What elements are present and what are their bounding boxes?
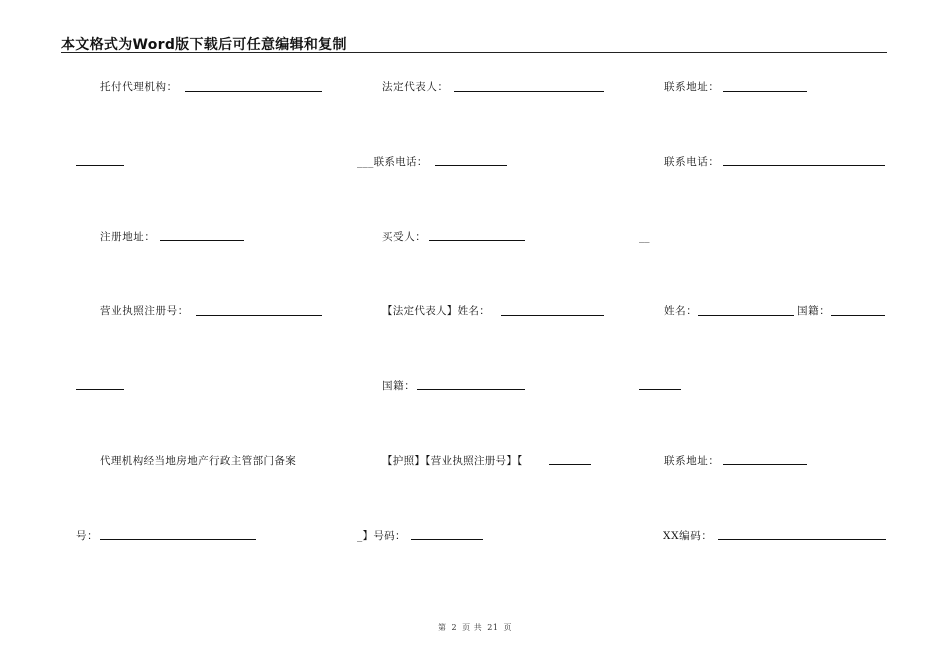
page-mid: 页 共 (462, 623, 483, 632)
legal-rep-blank[interactable] (454, 91, 604, 92)
contact-address-label: 联系地址： (664, 81, 720, 93)
contact-address-blank[interactable] (723, 91, 807, 92)
business-license-blank-continued[interactable] (76, 389, 124, 390)
phone-blank-1[interactable] (435, 165, 507, 166)
postal-code-label: XX编码： (663, 530, 713, 542)
buyer-blank[interactable] (429, 240, 525, 241)
contact-address-blank-2[interactable] (723, 464, 807, 465)
contact-address-label-2: 联系地址： (664, 455, 720, 467)
postal-code-blank[interactable] (718, 539, 886, 540)
nationality-label-1: 国籍： (797, 305, 831, 317)
nationality-label-2: 国籍： (382, 380, 416, 392)
legal-rep-label: 法定代表人： (382, 81, 449, 93)
legal-rep-name-blank[interactable] (501, 315, 604, 316)
page-number: 2 (451, 623, 458, 632)
passport-license-blank[interactable] (549, 464, 591, 465)
name-blank[interactable] (698, 315, 794, 316)
passport-license-label: 【护照】【营业执照注册号】【 (382, 455, 523, 467)
nationality-blank-continued[interactable] (639, 389, 681, 390)
short-blank-3: __ (639, 231, 650, 243)
filing-number-blank[interactable] (100, 539, 256, 540)
legal-rep-name-label: 【法定代表人】姓名： (382, 305, 490, 317)
id-number-label: _】号码： (357, 530, 406, 542)
id-number-blank[interactable] (411, 539, 483, 540)
phone-label-2: 联系电话： (664, 156, 720, 168)
page-prefix: 第 (437, 623, 447, 632)
agency-blank[interactable] (185, 91, 322, 92)
buyer-label: 买受人： (382, 231, 427, 243)
name-label: 姓名： (664, 305, 698, 317)
registered-address-label: 注册地址： (100, 231, 156, 243)
nationality-blank-1[interactable] (831, 315, 885, 316)
nationality-blank-2[interactable] (417, 389, 525, 390)
phone-label-1: ___联系电话： (357, 156, 428, 168)
business-license-label: 营业执照注册号： (100, 305, 189, 317)
business-license-blank[interactable] (196, 315, 322, 316)
page-total: 21 (487, 623, 499, 632)
page-footer (0, 622, 950, 633)
agency-label: 托付代理机构： (100, 81, 178, 93)
agency-blank-continued[interactable] (76, 165, 124, 166)
phone-blank-2[interactable] (723, 165, 885, 166)
page-suffix: 页 (503, 623, 512, 632)
registered-address-blank[interactable] (160, 240, 244, 241)
header-divider (61, 52, 887, 53)
agency-filing-label: 代理机构经当地房地产行政主管部门备案 (100, 455, 297, 467)
document-header-title: 本文格式为Word版下载后可任意编辑和复制 (61, 37, 347, 53)
filing-number-label: 号： (76, 530, 99, 542)
